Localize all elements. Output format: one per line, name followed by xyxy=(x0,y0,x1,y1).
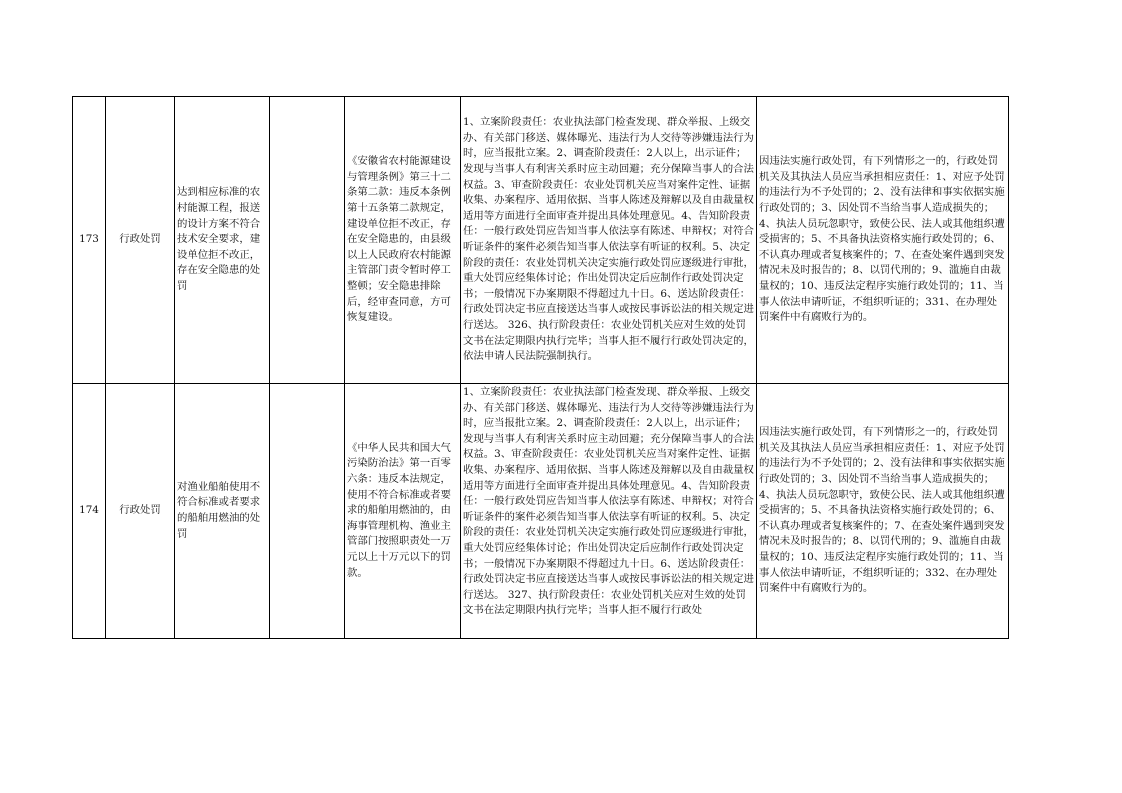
power-type-cell: 行政处罚 xyxy=(106,384,175,639)
liability-cell: 因违法实施行政处罚，有下列情形之一的，行政处罚机关及其执法人员应当承担相应责任：1、对应予处罚的违法行为不予处罚的；2、没有法律和事实依据实施行政处罚的；3、因处罚不当给当事人造成损失的； 4、执法人员玩忽职守，致使公民、法人或其他组织遭受损害的；5、不具备执法资格实施行政处罚的；6、不认真办理或者复核案件的；7、在查处案件遇到突发情况未及时报告的；8、以罚代刑的；9、滥施自由裁量权的；10、违反法定程序实施行政处罚的；11、当事人依法申请听证，不组织听证的；332、在办理处罚案件中有腐败行为的。 xyxy=(757,384,1009,639)
table-row xyxy=(73,97,1009,384)
sub-item-cell xyxy=(270,97,345,384)
responsibility-cell: 1、立案阶段责任：农业执法部门检查发现、群众举报、上级交办、有关部门移送、媒体曝光、违法行为人交待等涉嫌违法行为时，应当报批立案。2、调查阶段责任：2人以上，出示证件；发现与当事人有利害关系时应主动回避；充分保障当事人的合法权益。3、审查阶段责任：农业处罚机关应当对案件定性、证据收集、办案程序、适用依据、当事人陈述及辩解以及自由裁量权适用等方面进行全面审查并提出具体处理意见。4、告知阶段责任：一般行政处罚应告知当事人依法享有陈述、申辩权；对符合听证条件的案件必须告知当事人依法享有听证的权利。5、决定阶段的责任：农业处罚机关决定实施行政处罚应逐级进行审批，重大处罚应经集体讨论；作出处罚决定后应制作行政处罚决定书；一般情况下办案期限不得超过九十日。6、送达阶段责任：行政处罚决定书应直接送达当事人或按民事诉讼法的相关规定进行送达。 326、执行阶段责任：农业处罚机关应对生效的处罚文书在法定期限内执行完毕；当事人拒不履行行政处罚决定的，依法申请人民法院强制执行。 xyxy=(461,97,757,384)
sub-item-cell xyxy=(270,384,345,639)
power-type-cell: 行政处罚 xyxy=(106,97,175,384)
table-row xyxy=(73,384,1009,639)
item-name-cell: 对渔业船舶使用不符合标准或者要求的船舶用燃油的处罚 xyxy=(175,384,270,639)
liability-cell: 因违法实施行政处罚，有下列情形之一的，行政处罚机关及其执法人员应当承担相应责任：1、对应予处罚的违法行为不予处罚的；2、没有法律和事实依据实施行政处罚的；3、因处罚不当给当事人造成损失的； 4、执法人员玩忽职守，致使公民、法人或其他组织遭受损害的；5、不具备执法资格实施行政处罚的；6、不认真办理或者复核案件的；7、在查处案件遇到突发情况未及时报告的；8、以罚代刑的；9、滥施自由裁量权的；10、违反法定程序实施行政处罚的；11、当事人依法申请听证，不组织听证的；331、在办理处罚案件中有腐败行为的。 xyxy=(757,97,1009,384)
responsibility-text: 1、立案阶段责任：农业执法部门检查发现、群众举报、上级交办、有关部门移送、媒体曝光、违法行为人交待等涉嫌违法行为时，应当报批立案。2、调查阶段责任：2人以上，出示证件；发现与当事人有利害关系时应主动回避；充分保障当事人的合法权益。3、审查阶段责任：农业处罚机关应当对案件定性、证据收集、办案程序、适用依据、当事人陈述及辩解以及自由裁量权适用等方面进行全面审查并提出具体处理意见。4、告知阶段责任：一般行政处罚应告知当事人依法享有陈述、申辩权；对符合听证条件的案件必须告知当事人依法享有听证的权利。5、决定阶段的责任：农业处罚机关决定实施行政处罚应逐级进行审批，重大处罚应经集体讨论；作出处罚决定后应制作行政处罚决定书；一般情况下办案期限不得超过九十日。6、送达阶段责任：行政处罚决定书应直接送达当事人或按民事诉讼法的相关规定进行送达。 327、执行阶段责任：农业处罚机关应对生效的处罚文书在法定期限内执行完毕；当事人拒不履行行政处 xyxy=(463,386,754,617)
item-name-cell: 达到相应标准的农村能源工程，报送的设计方案不符合技术安全要求，建设单位拒不改正，存在安全隐患的处罚 xyxy=(175,97,270,384)
legal-basis-cell: 《中华人民共和国大气污染防治法》第一百零六条：违反本法规定，使用不符合标准或者要求的船舶用燃油的，由海事管理机构、渔业主管部门按照职责处一万元以上十万元以下的罚款。 xyxy=(345,384,461,639)
power-list-table xyxy=(72,96,1009,639)
legal-basis-cell: 《安徽省农村能源建设与管理条例》第三十二条第二款：违反本条例第十五条第二款规定，建设单位拒不改正，存在安全隐患的，由县级以上人民政府农村能源主管部门责令暂时停工整顿；安全隐患排除后，经审查同意，方可恢复建设。 xyxy=(345,97,461,384)
row-number: 174 xyxy=(73,384,106,639)
responsibility-cell xyxy=(461,384,757,639)
row-number: 173 xyxy=(73,97,106,384)
